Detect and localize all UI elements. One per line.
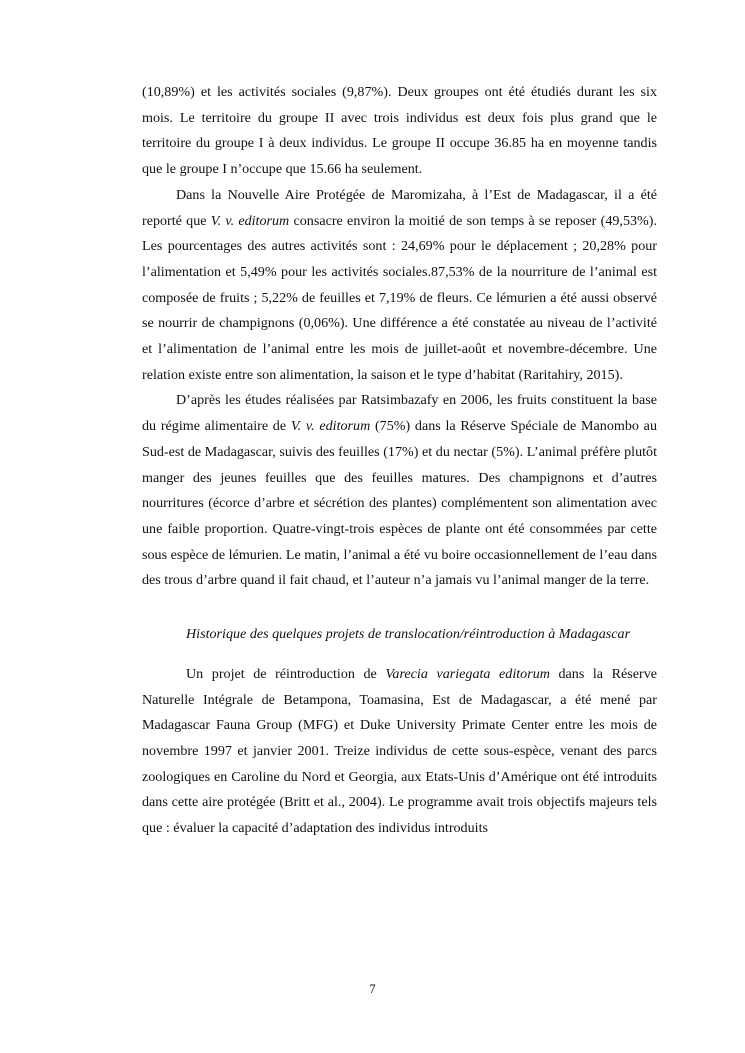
species-name-italic: V. v. editorum (210, 212, 290, 229)
species-name-italic: V. v. editorum (290, 418, 371, 435)
paragraph-manombo-diet (142, 388, 657, 594)
text-segment: Dans la Nouvelle Aire Protégée de Maromizaha, à l’Est de Madagascar, il a été reporté que (142, 186, 657, 229)
paragraph-reintroduction-project (142, 662, 657, 842)
text-segment: dans la Réserve Naturelle Intégrale de Betampona, Toamasina, Est de Madagascar, a été mené par Madagascar Fauna Group (MFG) et Duke University Primate Center entre les mois de novembre 1997 et janvier 2001. Treize individus de cette sous-espèce, venant des parcs zoologiques en Caroline du Nord et Georgia, aux Etats-Unis d’Amérique ont été introduits dans cette aire protégée (Britt et al., 2004). Le programme avait trois objectifs majeurs tels que : évaluer la capacité d’adaptation des individus introduits (142, 665, 658, 837)
text-segment: D’après les études réalisées par Ratsimbazafy en 2006, les fruits constituent la base du régime alimentaire de (142, 392, 657, 435)
text-segment: consacre environ la moitié de son temps à se reposer (49,53%). Les pourcentages des autres activités sont : 24,69% pour le déplacement ; 20,28% pour l’alimentation et 5,49% pour les activités sociales.87,53% de la nourriture de l’animal est composée de fruits ; 5,22% de feuilles et 7,19% de fleurs. Ce lémurien a été aussi observé se nourrir de champignons (0,06%). Une différence a été constatée au niveau de l’activité et l’alimentation de l’animal entre les mois de juillet-août et novembre-décembre. Une relation existe entre son alimentation, la saison et le type d’habitat (Raritahiry, 2015). (142, 212, 657, 383)
text-segment: (10,89%) et les activités sociales (9,87%). Deux groupes ont été étudiés durant les six mois. Le territoire du groupe II avec trois individus est deux fois plus grand que le territoire du groupe I à deux individus. Le groupe II occupe 36.85 ha en moyenne tandis que le groupe I n’occupe que 15.66 ha seulement. (142, 84, 657, 178)
section-heading: Historique des quelques projets de translocation/réintroduction à Madagascar (186, 626, 631, 643)
text-segment: (75%) dans la Réserve Spéciale de Manombo au Sud-est de Madagascar, suivis des feuilles (17%) et du nectar (5%). L’animal préfère plutôt manger des jeunes feuilles que des feuilles matures. Des champignons et d’autres nourritures (écorce d’arbre et sécrétion des plantes) complémentent son alimentation avec une faible proportion. Quatre-vingt-trois espèces de plante ont été consommées par cette sous espèce de lémurien. Le matin, l’animal a été vu boire occasionnellement de l’eau dans des trous d’arbre quand il fait chaud, et l’auteur n’a jamais vu l’animal manger de la terre. (142, 418, 657, 589)
document-page (142, 80, 657, 842)
text-segment: Un projet de réintroduction de (186, 665, 386, 682)
paragraph-activity-budget (142, 80, 657, 183)
page-number: 7 (369, 982, 376, 996)
paragraph-maromizaha (142, 183, 657, 389)
species-name-italic: Varecia variegata editorum (385, 665, 550, 682)
